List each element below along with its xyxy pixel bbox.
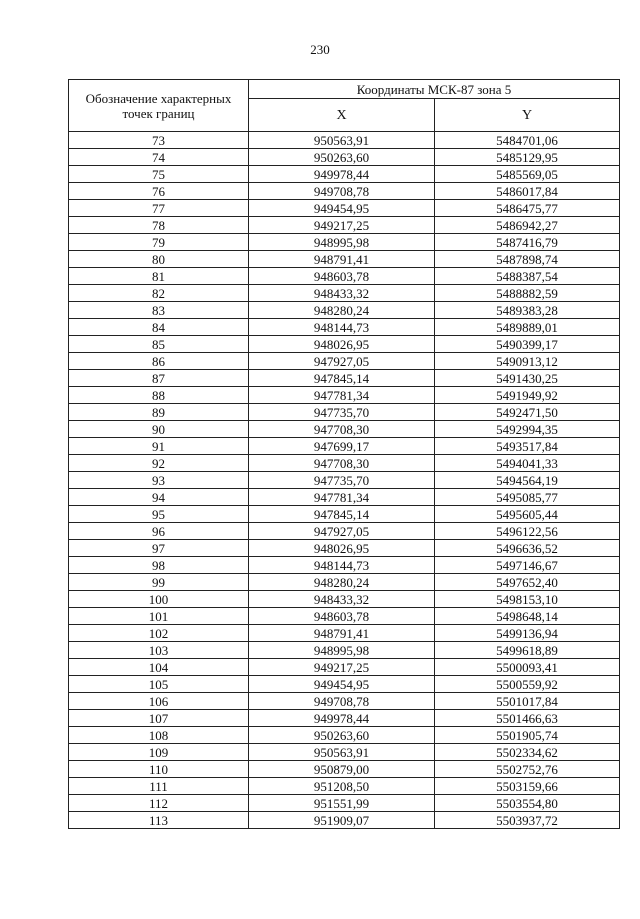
y-coordinate-cell: 5502752,76 (435, 761, 620, 778)
table-row (69, 132, 620, 149)
x-coordinate-cell: 951551,99 (249, 795, 435, 812)
table-row (69, 812, 620, 829)
x-coordinate-cell: 948995,98 (249, 234, 435, 251)
x-coordinate-cell: 948791,41 (249, 251, 435, 268)
x-coordinate-cell: 947735,70 (249, 404, 435, 421)
point-number-cell: 98 (69, 557, 249, 574)
y-coordinate-cell: 5497146,67 (435, 557, 620, 574)
y-coordinate-cell: 5498648,14 (435, 608, 620, 625)
table-row (69, 268, 620, 285)
point-number-cell: 73 (69, 132, 249, 149)
y-coordinate-cell: 5486942,27 (435, 217, 620, 234)
y-coordinate-cell: 5503937,72 (435, 812, 620, 829)
point-designation-header: Обозначение характерных точек границ (69, 80, 249, 132)
x-coordinate-cell: 951208,50 (249, 778, 435, 795)
coordinate-system-header: Координаты МСК-87 зона 5 (249, 80, 620, 99)
y-coordinate-cell: 5489383,28 (435, 302, 620, 319)
table-row (69, 744, 620, 761)
point-number-cell: 80 (69, 251, 249, 268)
table-row (69, 387, 620, 404)
point-number-cell: 113 (69, 812, 249, 829)
point-number-cell: 94 (69, 489, 249, 506)
y-coordinate-cell: 5497652,40 (435, 574, 620, 591)
table-row (69, 336, 620, 353)
point-number-cell: 96 (69, 523, 249, 540)
point-number-cell: 112 (69, 795, 249, 812)
x-coordinate-cell: 948144,73 (249, 557, 435, 574)
point-number-cell: 101 (69, 608, 249, 625)
x-coordinate-cell: 947735,70 (249, 472, 435, 489)
table-row (69, 761, 620, 778)
x-coordinate-cell: 950563,91 (249, 132, 435, 149)
y-coordinate-cell: 5487416,79 (435, 234, 620, 251)
point-number-cell: 109 (69, 744, 249, 761)
x-coordinate-cell: 947781,34 (249, 387, 435, 404)
table-row (69, 421, 620, 438)
point-number-cell: 97 (69, 540, 249, 557)
table-row (69, 319, 620, 336)
y-coordinate-cell: 5484701,06 (435, 132, 620, 149)
table-row (69, 727, 620, 744)
table-row (69, 217, 620, 234)
y-coordinate-cell: 5500559,92 (435, 676, 620, 693)
table-row (69, 251, 620, 268)
point-number-cell: 107 (69, 710, 249, 727)
table-body (69, 132, 620, 829)
y-coordinate-cell: 5495605,44 (435, 506, 620, 523)
x-coordinate-cell: 947781,34 (249, 489, 435, 506)
point-number-cell: 79 (69, 234, 249, 251)
x-column-header: X (249, 99, 435, 132)
x-coordinate-cell: 947708,30 (249, 455, 435, 472)
table-row (69, 353, 620, 370)
header-row (69, 80, 620, 99)
point-number-cell: 91 (69, 438, 249, 455)
table-row (69, 795, 620, 812)
point-number-cell: 84 (69, 319, 249, 336)
y-coordinate-cell: 5494041,33 (435, 455, 620, 472)
table-row (69, 676, 620, 693)
table-header (69, 80, 620, 132)
point-number-cell: 82 (69, 285, 249, 302)
y-coordinate-cell: 5494564,19 (435, 472, 620, 489)
table-row (69, 200, 620, 217)
point-number-cell: 100 (69, 591, 249, 608)
y-coordinate-cell: 5485569,05 (435, 166, 620, 183)
y-coordinate-cell: 5486475,77 (435, 200, 620, 217)
table-row (69, 778, 620, 795)
y-coordinate-cell: 5498153,10 (435, 591, 620, 608)
x-coordinate-cell: 947708,30 (249, 421, 435, 438)
table-row (69, 472, 620, 489)
table-row (69, 625, 620, 642)
x-coordinate-cell: 947845,14 (249, 506, 435, 523)
x-coordinate-cell: 947927,05 (249, 353, 435, 370)
point-number-cell: 89 (69, 404, 249, 421)
y-coordinate-cell: 5490399,17 (435, 336, 620, 353)
y-coordinate-cell: 5491430,25 (435, 370, 620, 387)
y-coordinate-cell: 5503159,66 (435, 778, 620, 795)
point-number-cell: 88 (69, 387, 249, 404)
y-coordinate-cell: 5485129,95 (435, 149, 620, 166)
y-coordinate-cell: 5490913,12 (435, 353, 620, 370)
table-row (69, 608, 620, 625)
x-coordinate-cell: 948144,73 (249, 319, 435, 336)
point-number-cell: 85 (69, 336, 249, 353)
point-number-cell: 78 (69, 217, 249, 234)
x-coordinate-cell: 949454,95 (249, 200, 435, 217)
y-coordinate-cell: 5499136,94 (435, 625, 620, 642)
point-number-cell: 93 (69, 472, 249, 489)
table-row (69, 557, 620, 574)
x-coordinate-cell: 950263,60 (249, 727, 435, 744)
x-coordinate-cell: 950879,00 (249, 761, 435, 778)
x-coordinate-cell: 949217,25 (249, 217, 435, 234)
y-coordinate-cell: 5503554,80 (435, 795, 620, 812)
y-coordinate-cell: 5493517,84 (435, 438, 620, 455)
point-number-cell: 74 (69, 149, 249, 166)
table-row (69, 370, 620, 387)
table-row (69, 574, 620, 591)
y-coordinate-cell: 5501017,84 (435, 693, 620, 710)
y-coordinate-cell: 5492994,35 (435, 421, 620, 438)
y-coordinate-cell: 5500093,41 (435, 659, 620, 676)
point-number-cell: 105 (69, 676, 249, 693)
point-number-cell: 104 (69, 659, 249, 676)
point-number-cell: 86 (69, 353, 249, 370)
table-row (69, 540, 620, 557)
table-row (69, 489, 620, 506)
y-coordinate-cell: 5487898,74 (435, 251, 620, 268)
y-coordinate-cell: 5492471,50 (435, 404, 620, 421)
x-coordinate-cell: 948280,24 (249, 574, 435, 591)
point-number-cell: 103 (69, 642, 249, 659)
point-number-cell: 110 (69, 761, 249, 778)
x-coordinate-cell: 948603,78 (249, 608, 435, 625)
x-coordinate-cell: 948433,32 (249, 591, 435, 608)
table-row (69, 183, 620, 200)
table-row (69, 591, 620, 608)
y-coordinate-cell: 5495085,77 (435, 489, 620, 506)
x-coordinate-cell: 948791,41 (249, 625, 435, 642)
page-number: 230 (310, 42, 330, 57)
x-coordinate-cell: 948995,98 (249, 642, 435, 659)
x-coordinate-cell: 947699,17 (249, 438, 435, 455)
y-coordinate-cell: 5502334,62 (435, 744, 620, 761)
x-coordinate-cell: 947845,14 (249, 370, 435, 387)
x-coordinate-cell: 951909,07 (249, 812, 435, 829)
y-coordinate-cell: 5501905,74 (435, 727, 620, 744)
x-coordinate-cell: 949708,78 (249, 693, 435, 710)
x-coordinate-cell: 948603,78 (249, 268, 435, 285)
point-number-cell: 111 (69, 778, 249, 795)
y-coordinate-cell: 5488882,59 (435, 285, 620, 302)
y-coordinate-cell: 5496122,56 (435, 523, 620, 540)
y-coordinate-cell: 5489889,01 (435, 319, 620, 336)
x-coordinate-cell: 950263,60 (249, 149, 435, 166)
point-number-cell: 102 (69, 625, 249, 642)
y-coordinate-cell: 5486017,84 (435, 183, 620, 200)
table-row (69, 659, 620, 676)
point-number-cell: 87 (69, 370, 249, 387)
x-coordinate-cell: 948280,24 (249, 302, 435, 319)
x-coordinate-cell: 949708,78 (249, 183, 435, 200)
x-coordinate-cell: 948433,32 (249, 285, 435, 302)
table-row (69, 302, 620, 319)
point-number-cell: 90 (69, 421, 249, 438)
point-number-cell: 106 (69, 693, 249, 710)
table-row (69, 285, 620, 302)
coordinates-table (68, 79, 620, 829)
y-coordinate-cell: 5499618,89 (435, 642, 620, 659)
x-coordinate-cell: 949217,25 (249, 659, 435, 676)
x-coordinate-cell: 949454,95 (249, 676, 435, 693)
x-coordinate-cell: 947927,05 (249, 523, 435, 540)
table-row (69, 404, 620, 421)
x-coordinate-cell: 948026,95 (249, 336, 435, 353)
table-row (69, 455, 620, 472)
point-number-cell: 108 (69, 727, 249, 744)
point-number-cell: 92 (69, 455, 249, 472)
point-number-cell: 75 (69, 166, 249, 183)
table-row (69, 149, 620, 166)
point-number-cell: 99 (69, 574, 249, 591)
x-coordinate-cell: 948026,95 (249, 540, 435, 557)
x-coordinate-cell: 949978,44 (249, 710, 435, 727)
y-coordinate-cell: 5488387,54 (435, 268, 620, 285)
y-coordinate-cell: 5496636,52 (435, 540, 620, 557)
x-coordinate-cell: 949978,44 (249, 166, 435, 183)
point-number-cell: 76 (69, 183, 249, 200)
table-row (69, 438, 620, 455)
table-row (69, 693, 620, 710)
table-row (69, 234, 620, 251)
y-column-header: Y (435, 99, 620, 132)
table-row (69, 166, 620, 183)
table-row (69, 710, 620, 727)
y-coordinate-cell: 5501466,63 (435, 710, 620, 727)
x-coordinate-cell: 950563,91 (249, 744, 435, 761)
y-coordinate-cell: 5491949,92 (435, 387, 620, 404)
point-number-cell: 77 (69, 200, 249, 217)
table-row (69, 506, 620, 523)
point-number-cell: 81 (69, 268, 249, 285)
point-number-cell: 83 (69, 302, 249, 319)
point-number-cell: 95 (69, 506, 249, 523)
table-row (69, 523, 620, 540)
table-row (69, 642, 620, 659)
